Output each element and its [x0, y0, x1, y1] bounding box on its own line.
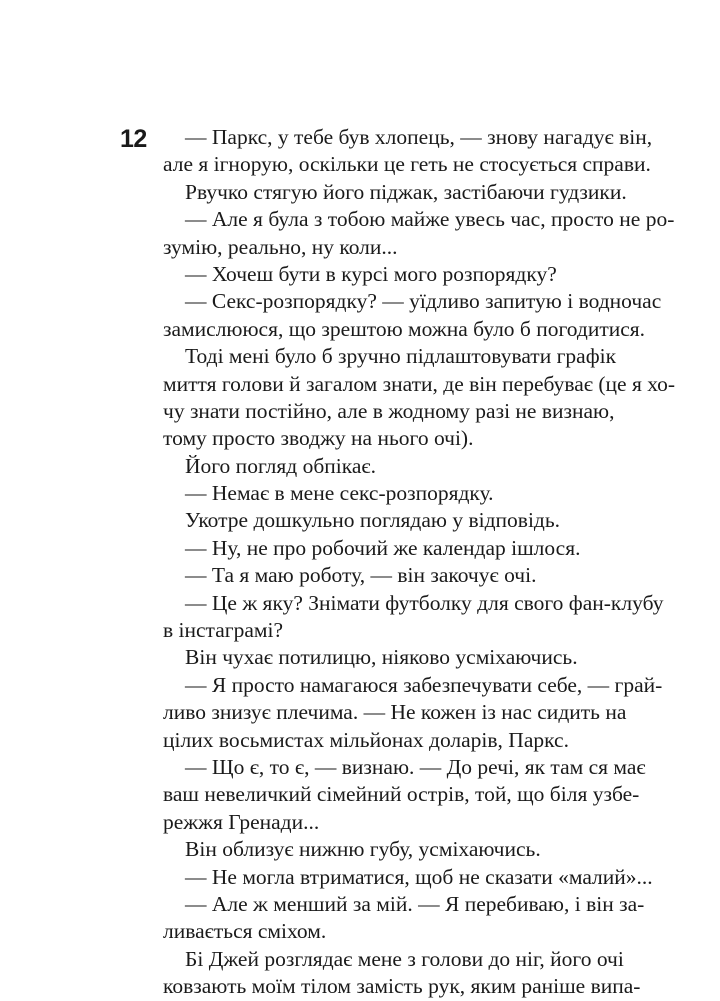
text-line: тому просто зводжу на нього очі).: [163, 426, 474, 451]
text-line: — Що є, то є, — визнаю. — До речі, як там ся має: [185, 754, 646, 779]
text-line: замислююся, що зрештою можна було б погодитися.: [163, 316, 646, 341]
text-line: ливається сміхом.: [163, 919, 327, 944]
text-line: але я ігнорую, оскільки це геть не стосується справи.: [163, 152, 651, 177]
text-line: в інстаграмі?: [163, 618, 283, 643]
text-line: — Та я маю роботу, — він закочує очі.: [185, 563, 537, 588]
text-line: — Хочеш бути в курсі мого розпорядку?: [185, 261, 557, 286]
text-line: — Немає в мене секс-розпорядку.: [185, 481, 494, 506]
text-line: Він облизує нижню губу, усміхаючись.: [185, 837, 541, 862]
text-line: ваш невеличкий сімейний острів, той, що біля узбе-: [163, 782, 640, 807]
text-line: — Паркс, у тебе був хлопець, — знову нагадує він,: [185, 125, 653, 149]
text-line: зумію, реально, ну коли...: [163, 234, 398, 259]
text-line: цілих восьмистах мільйонах доларів, Паркс.: [163, 727, 569, 752]
text-line: — Не могла втриматися, щоб не сказати «малий»...: [185, 864, 653, 889]
page-number: 12: [120, 125, 147, 153]
text-line: Бі Джей розглядає мене з голови до ніг, його очі: [185, 946, 624, 971]
text-line: — Але я була з тобою майже увесь час, просто не ро-: [185, 207, 675, 232]
text-line: ливо знизує плечима. — Не кожен із нас сидить на: [163, 700, 627, 725]
text-line: режжя Гренади...: [163, 809, 320, 834]
text-line: — Я просто намагаюся забезпечувати себе, — грай-: [185, 672, 663, 697]
text-line: ковзають моїм тілом замість рук, яким раніше випа-: [163, 974, 641, 999]
text-line: — Секс-розпорядку? — уїдливо запитую і водночас: [185, 289, 662, 314]
text-line: — Ну, не про робочий же календар ішлося.: [185, 535, 581, 560]
text-line: Тоді мені було б зручно підлаштовувати графік: [185, 344, 617, 369]
text-line: чу знати постійно, але в жодному разі не визнаю,: [163, 398, 615, 423]
text-line: Рвучко стягую його піджак, застібаючи гудзики.: [185, 179, 627, 204]
text-line: Укотре дошкульно поглядаю у відповідь.: [185, 508, 561, 533]
text-line: Він чухає потилицю, ніяково усміхаючись.: [185, 645, 578, 670]
text-line: — Це ж яку? Знімати футболку для свого фан-клубу: [185, 590, 664, 615]
body-text: [163, 124, 676, 1001]
text-line: Його погляд обпікає.: [185, 453, 377, 478]
text-line: миття голови й загалом знати, де він перебуває (це я хо-: [163, 371, 676, 396]
text-line: — Але ж менший за мій. — Я перебиваю, і він за-: [185, 891, 645, 916]
